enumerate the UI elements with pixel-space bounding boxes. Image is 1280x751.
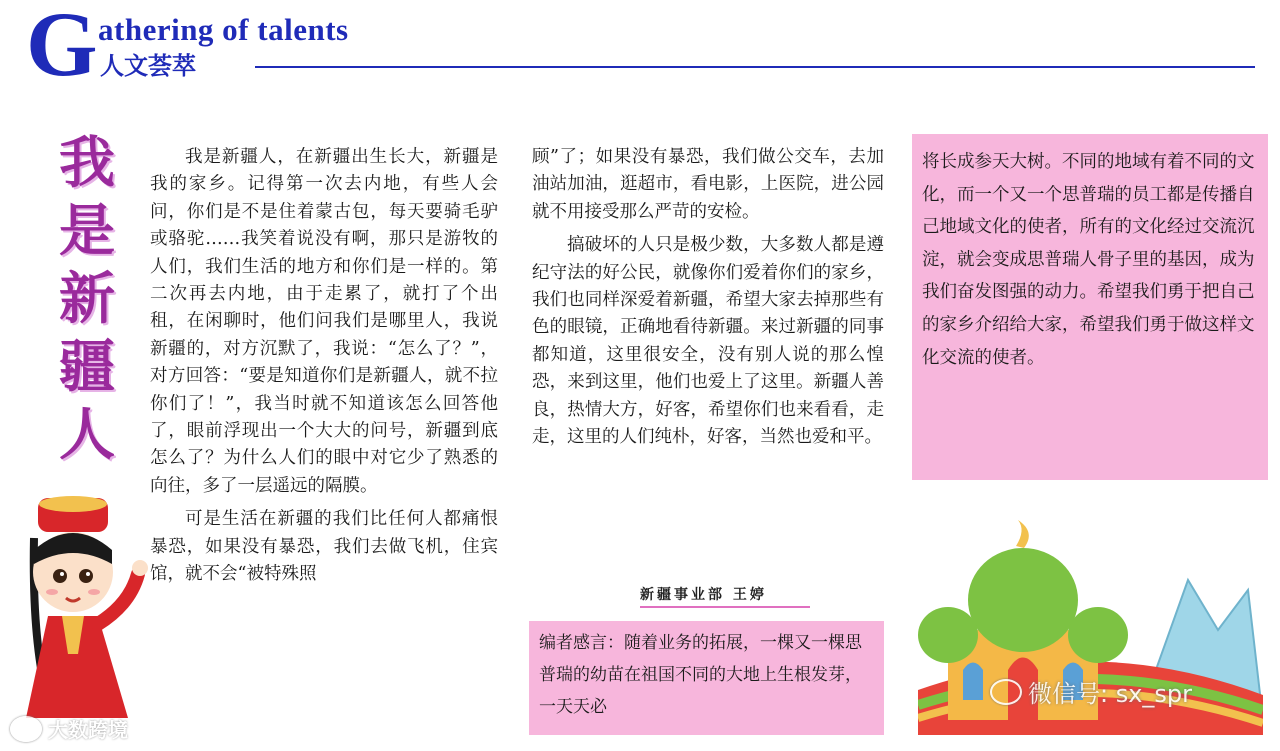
- article-title-vertical: [52, 130, 122, 470]
- title-char: 是: [59, 199, 115, 264]
- editor-note-continued-box: 将长成参天大树。不同的地域有着不同的文化，而一个又一个思普瑞的员工都是传播自己地域文化的使者，所有的文化经过交流沉淀，就会变成思普瑞人骨子里的基因，成为我们奋发图强的动力。希望我们勇于把自己的家乡介绍给大家，希望我们勇于做这样文化交流的使者。: [912, 134, 1268, 480]
- page-header: [0, 0, 1280, 95]
- header-rule: [255, 66, 1255, 68]
- header-initial-letter: G: [26, 0, 98, 95]
- title-char: 疆: [59, 335, 115, 400]
- article-column-1: [150, 144, 498, 595]
- watermark-left-text: 大数跨境: [48, 718, 128, 742]
- header-title-english: athering of talents: [98, 12, 349, 47]
- header-title-chinese: 人文荟萃: [100, 52, 196, 80]
- title-char: 新: [59, 267, 115, 332]
- uyghur-girl-illustration: [18, 494, 158, 724]
- watermark-left: [10, 714, 128, 743]
- title-char: 我: [59, 131, 115, 196]
- paragraph: 我是新疆人，在新疆出生长大，新疆是我的家乡。记得第一次去内地，有些人会问，你们是不是住着蒙古包，每天要骑毛驴或骆驼……我笑着说没有啊，那只是游牧的人们，我们生活的地方和你们是一样的。第二次再去内地，由于走累了，就打了个出租，在闲聊时，他们问我们是哪里人，我说新疆的，对方沉默了，我说：“怎么了？”，对方回答：“要是知道你们是新疆人，就不拉你们了！”，我当时就不知道该怎么回答他了，眼前浮现出一个大大的问号，新疆到底怎么了？为什么人们的眼中对它少了熟悉的向往，多了一层遥远的隔膜。: [150, 147, 498, 496]
- wechat-icon: [990, 679, 1022, 705]
- paragraph: 顾”了；如果没有暴恐，我们做公交车，去加油站加油，逛超市，看电影，上医院，进公园就不用接受那么严苛的安检。: [532, 147, 884, 222]
- title-char: 人: [59, 403, 115, 468]
- article-column-2: [532, 144, 884, 457]
- brand-logo-icon: [10, 716, 42, 742]
- editor-note-box: 编者感言：随着业务的拓展，一棵又一棵思普瑞的幼苗在祖国不同的大地上生根发芽，一天天必: [529, 621, 884, 735]
- paragraph: 搞破坏的人只是极少数，大多数人都是遵纪守法的好公民，就像你们爱着你们的家乡，我们也同样深爱着新疆，希望大家去掉那些有色的眼镜，正确地看待新疆。来过新疆的同事都知道，这里很安全，没有别人说的那么惶恐，来到这里，他们也爱上了这里。新疆人善良，热情大方，好客，希望你们也来看看，走走，这里的人们纯朴，好客，当然也爱和平。: [532, 235, 884, 448]
- author-byline: 新疆事业部 王婷: [640, 584, 810, 608]
- watermark-right: [990, 674, 1192, 709]
- watermark-right-text: 微信号: sx_spr: [1028, 680, 1193, 708]
- paragraph: 可是生活在新疆的我们比任何人都痛恨暴恐，如果没有暴恐，我们去做飞机，住宾馆，就不会“被特殊照: [150, 509, 498, 585]
